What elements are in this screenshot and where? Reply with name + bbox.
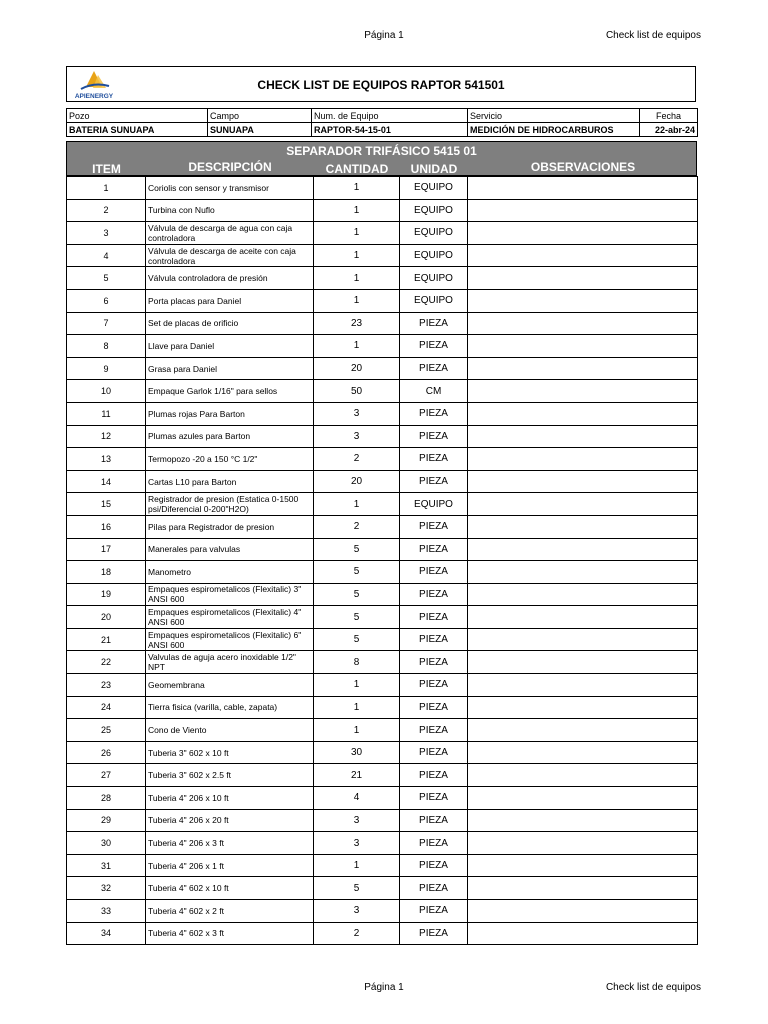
table-row (67, 244, 698, 267)
value-servicio: MEDICIÓN DE HIDROCARBUROS (468, 123, 640, 137)
page-number-footer: Página 1 (364, 982, 404, 993)
item-observations (468, 199, 698, 222)
item-description: Manometro (146, 561, 314, 584)
table-row (67, 380, 698, 403)
table-row (67, 267, 698, 290)
item-unit: PIEZA (400, 448, 468, 471)
item-number: 30 (67, 832, 146, 855)
items-table (66, 176, 698, 945)
item-unit: PIEZA (400, 854, 468, 877)
table-row (67, 741, 698, 764)
item-observations (468, 719, 698, 742)
item-quantity: 3 (314, 900, 400, 923)
table-row (67, 922, 698, 945)
item-quantity: 21 (314, 764, 400, 787)
item-number: 11 (67, 402, 146, 425)
item-description: Plumas azules para Barton (146, 425, 314, 448)
item-quantity: 5 (314, 877, 400, 900)
item-unit: EQUIPO (400, 493, 468, 516)
item-observations (468, 402, 698, 425)
item-observations (468, 267, 698, 290)
table-row (67, 357, 698, 380)
item-description: Válvula controladora de presión (146, 267, 314, 290)
item-number: 34 (67, 922, 146, 945)
item-unit: EQUIPO (400, 222, 468, 245)
item-observations (468, 696, 698, 719)
item-description: Plumas rojas Para Barton (146, 402, 314, 425)
section-title: SEPARADOR TRIFÁSICO 5415 01 (286, 144, 477, 158)
label-pozo: Pozo (67, 109, 208, 123)
item-observations (468, 561, 698, 584)
item-unit: EQUIPO (400, 244, 468, 267)
item-quantity: 2 (314, 448, 400, 471)
item-description: Coriolis con sensor y transmisor (146, 177, 314, 200)
item-description: Tuberia 3" 602 x 2.5 ft (146, 764, 314, 787)
item-number: 13 (67, 448, 146, 471)
table-row (67, 787, 698, 810)
item-quantity: 20 (314, 357, 400, 380)
item-unit: PIEZA (400, 922, 468, 945)
item-quantity: 3 (314, 832, 400, 855)
item-unit: PIEZA (400, 583, 468, 606)
table-row (67, 719, 698, 742)
column-header-unidad: UNIDAD (410, 162, 458, 176)
item-unit: EQUIPO (400, 199, 468, 222)
logo-text: APIENERGY (74, 93, 114, 100)
item-quantity: 1 (314, 199, 400, 222)
item-quantity: 1 (314, 244, 400, 267)
item-observations (468, 538, 698, 561)
item-description: Empaques espirometalicos (Flexitalic) 6" ANSI 600 (146, 628, 314, 651)
item-description: Tuberia 4" 602 x 3 ft (146, 922, 314, 945)
item-observations (468, 832, 698, 855)
item-unit: PIEZA (400, 674, 468, 697)
item-observations (468, 470, 698, 493)
item-unit: PIEZA (400, 425, 468, 448)
item-quantity: 3 (314, 809, 400, 832)
section-header-band (66, 141, 697, 176)
item-observations (468, 628, 698, 651)
item-number: 27 (67, 764, 146, 787)
item-quantity: 1 (314, 335, 400, 358)
item-number: 26 (67, 741, 146, 764)
item-unit: PIEZA (400, 561, 468, 584)
value-campo: SUNUAPA (208, 123, 312, 137)
item-quantity: 2 (314, 922, 400, 945)
item-description: Cartas L10 para Barton (146, 470, 314, 493)
label-num-equipo: Num. de Equipo (312, 109, 468, 123)
item-observations (468, 922, 698, 945)
item-number: 24 (67, 696, 146, 719)
item-quantity: 30 (314, 741, 400, 764)
item-description: Geomembrana (146, 674, 314, 697)
doc-name-footer: Check list de equipos (605, 982, 701, 993)
item-number: 14 (67, 470, 146, 493)
item-unit: EQUIPO (400, 177, 468, 200)
table-row (67, 651, 698, 674)
item-quantity: 5 (314, 606, 400, 629)
value-fecha: 22-abr-24 (640, 123, 698, 137)
title-box (66, 66, 696, 102)
item-unit: CM (400, 380, 468, 403)
label-servicio: Servicio (468, 109, 640, 123)
item-quantity: 1 (314, 493, 400, 516)
item-quantity: 23 (314, 312, 400, 335)
info-labels-row (67, 109, 698, 123)
item-description: Cono de Viento (146, 719, 314, 742)
table-row (67, 854, 698, 877)
item-observations (468, 425, 698, 448)
item-unit: PIEZA (400, 741, 468, 764)
item-number: 6 (67, 289, 146, 312)
item-observations (468, 177, 698, 200)
document-title: CHECK LIST DE EQUIPOS RAPTOR 541501 (257, 78, 505, 92)
value-num-equipo: RAPTOR-54-15-01 (312, 123, 468, 137)
item-unit: PIEZA (400, 877, 468, 900)
item-description: Tuberia 4" 602 x 10 ft (146, 877, 314, 900)
item-description: Válvula de descarga de aceite con caja controladora (146, 244, 314, 267)
item-quantity: 4 (314, 787, 400, 810)
item-unit: PIEZA (400, 515, 468, 538)
item-unit: PIEZA (400, 628, 468, 651)
item-number: 20 (67, 606, 146, 629)
table-row (67, 628, 698, 651)
item-number: 7 (67, 312, 146, 335)
item-quantity: 5 (314, 628, 400, 651)
item-description: Registrador de presion (Estatica 0-1500 psi/Diferencial 0-200"H2O) (146, 493, 314, 516)
item-description: Tuberia 4" 206 x 1 ft (146, 854, 314, 877)
item-quantity: 3 (314, 425, 400, 448)
table-row (67, 199, 698, 222)
info-values-row (67, 123, 698, 137)
item-number: 18 (67, 561, 146, 584)
table-row (67, 470, 698, 493)
item-number: 8 (67, 335, 146, 358)
item-unit: EQUIPO (400, 289, 468, 312)
item-description: Manerales para valvulas (146, 538, 314, 561)
item-unit: PIEZA (400, 538, 468, 561)
item-unit: PIEZA (400, 764, 468, 787)
item-unit: PIEZA (400, 696, 468, 719)
item-description: Tuberia 4" 602 x 2 ft (146, 900, 314, 923)
table-row (67, 335, 698, 358)
item-number: 17 (67, 538, 146, 561)
item-quantity: 1 (314, 289, 400, 312)
item-number: 10 (67, 380, 146, 403)
item-number: 1 (67, 177, 146, 200)
item-observations (468, 674, 698, 697)
item-quantity: 8 (314, 651, 400, 674)
item-description: Empaque Garlok 1/16" para sellos (146, 380, 314, 403)
item-description: Tuberia 3" 602 x 10 ft (146, 741, 314, 764)
table-row (67, 312, 698, 335)
item-observations (468, 787, 698, 810)
item-quantity: 5 (314, 561, 400, 584)
item-observations (468, 380, 698, 403)
table-row (67, 177, 698, 200)
item-number: 21 (67, 628, 146, 651)
item-description: Turbina con Nuflo (146, 199, 314, 222)
item-description: Termopozo -20 a 150 °C 1/2" (146, 448, 314, 471)
item-number: 12 (67, 425, 146, 448)
table-row (67, 448, 698, 471)
item-description: Tuberia 4" 206 x 3 ft (146, 832, 314, 855)
item-observations (468, 244, 698, 267)
item-description: Set de placas de orificio (146, 312, 314, 335)
item-description: Válvula de descarga de agua con caja controladora (146, 222, 314, 245)
table-row (67, 809, 698, 832)
item-observations (468, 764, 698, 787)
info-table (66, 108, 698, 137)
item-unit: EQUIPO (400, 267, 468, 290)
table-row (67, 832, 698, 855)
item-quantity: 1 (314, 854, 400, 877)
item-unit: PIEZA (400, 402, 468, 425)
table-row (67, 538, 698, 561)
item-number: 32 (67, 877, 146, 900)
item-quantity: 1 (314, 674, 400, 697)
table-row (67, 696, 698, 719)
item-quantity: 1 (314, 696, 400, 719)
item-description: Valvulas de aguja acero inoxidable 1/2" NPT (146, 651, 314, 674)
item-number: 5 (67, 267, 146, 290)
table-row (67, 900, 698, 923)
table-row (67, 606, 698, 629)
item-observations (468, 741, 698, 764)
item-observations (468, 222, 698, 245)
label-campo: Campo (208, 109, 312, 123)
item-quantity: 2 (314, 515, 400, 538)
item-description: Tuberia 4" 206 x 10 ft (146, 787, 314, 810)
item-number: 33 (67, 900, 146, 923)
item-unit: PIEZA (400, 470, 468, 493)
item-observations (468, 900, 698, 923)
item-description: Llave para Daniel (146, 335, 314, 358)
item-observations (468, 854, 698, 877)
page-number-header: Página 1 (364, 30, 404, 41)
item-description: Porta placas para Daniel (146, 289, 314, 312)
item-description: Grasa para Daniel (146, 357, 314, 380)
item-description: Empaques espirometalicos (Flexitalic) 4" ANSI 600 (146, 606, 314, 629)
item-number: 4 (67, 244, 146, 267)
item-observations (468, 583, 698, 606)
item-number: 31 (67, 854, 146, 877)
column-header-cantidad: CANTIDAD (325, 162, 389, 176)
item-quantity: 50 (314, 380, 400, 403)
table-row (67, 674, 698, 697)
item-number: 25 (67, 719, 146, 742)
table-row (67, 764, 698, 787)
item-number: 9 (67, 357, 146, 380)
table-row (67, 402, 698, 425)
item-observations (468, 357, 698, 380)
column-header-observaciones: OBSERVACIONES (530, 160, 636, 174)
item-quantity: 5 (314, 583, 400, 606)
value-pozo: BATERIA SUNUAPA (67, 123, 208, 137)
item-description: Empaques espirometalicos (Flexitalic) 3" ANSI 600 (146, 583, 314, 606)
table-row (67, 222, 698, 245)
item-number: 3 (67, 222, 146, 245)
item-quantity: 1 (314, 177, 400, 200)
item-observations (468, 493, 698, 516)
table-row (67, 515, 698, 538)
item-quantity: 1 (314, 719, 400, 742)
item-unit: PIEZA (400, 809, 468, 832)
item-number: 23 (67, 674, 146, 697)
item-number: 29 (67, 809, 146, 832)
item-description: Pilas para Registrador de presion (146, 515, 314, 538)
item-unit: PIEZA (400, 651, 468, 674)
item-number: 2 (67, 199, 146, 222)
item-unit: PIEZA (400, 900, 468, 923)
item-quantity: 20 (314, 470, 400, 493)
table-row (67, 289, 698, 312)
item-quantity: 1 (314, 267, 400, 290)
item-observations (468, 448, 698, 471)
item-observations (468, 877, 698, 900)
table-row (67, 877, 698, 900)
table-row (67, 493, 698, 516)
item-observations (468, 312, 698, 335)
item-quantity: 3 (314, 402, 400, 425)
item-unit: PIEZA (400, 832, 468, 855)
item-unit: PIEZA (400, 606, 468, 629)
doc-name-header: Check list de equipos (605, 30, 701, 41)
item-description: Tierra fisica (varilla, cable, zapata) (146, 696, 314, 719)
item-quantity: 5 (314, 538, 400, 561)
label-fecha: Fecha (640, 109, 698, 123)
item-quantity: 1 (314, 222, 400, 245)
item-observations (468, 515, 698, 538)
item-observations (468, 651, 698, 674)
item-unit: PIEZA (400, 335, 468, 358)
item-unit: PIEZA (400, 312, 468, 335)
item-unit: PIEZA (400, 787, 468, 810)
item-unit: PIEZA (400, 357, 468, 380)
item-unit: PIEZA (400, 719, 468, 742)
item-observations (468, 289, 698, 312)
item-observations (468, 606, 698, 629)
item-number: 16 (67, 515, 146, 538)
item-observations (468, 335, 698, 358)
item-number: 19 (67, 583, 146, 606)
item-observations (468, 809, 698, 832)
table-row (67, 583, 698, 606)
item-description: Tuberia 4" 206 x 20 ft (146, 809, 314, 832)
column-header-item: ITEM (92, 162, 121, 176)
column-header-descripcion: DESCRIPCIÓN (188, 160, 272, 174)
item-number: 15 (67, 493, 146, 516)
table-row (67, 425, 698, 448)
table-row (67, 561, 698, 584)
item-number: 22 (67, 651, 146, 674)
item-number: 28 (67, 787, 146, 810)
